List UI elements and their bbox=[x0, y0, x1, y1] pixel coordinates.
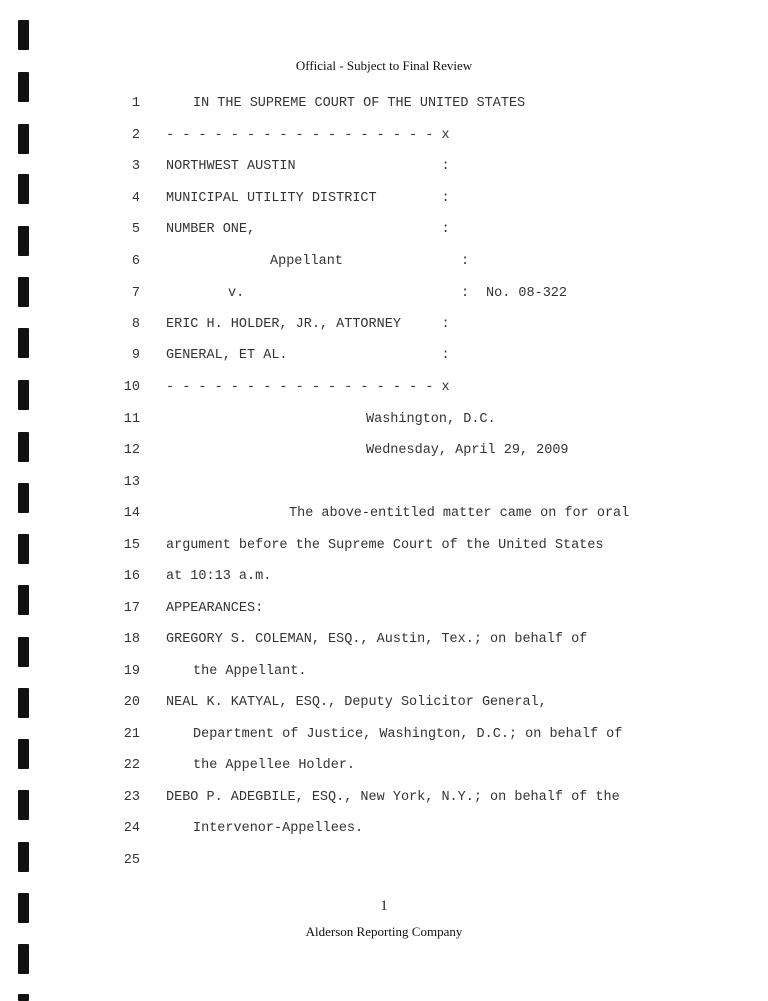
punch-mark bbox=[18, 688, 29, 718]
line-text: NEAL K. KATYAL, ESQ., Deputy Solicitor General, bbox=[166, 695, 547, 710]
punch-mark bbox=[18, 328, 29, 358]
page-number: 1 bbox=[380, 898, 388, 914]
line-text: DEBO P. ADEGBILE, ESQ., New York, N.Y.; on behalf of the bbox=[166, 790, 620, 805]
line-number: 25 bbox=[123, 853, 140, 868]
line-text: APPEARANCES: bbox=[166, 601, 264, 616]
line-text: GREGORY S. COLEMAN, ESQ., Austin, Tex.; on behalf of bbox=[166, 632, 588, 647]
punch-mark bbox=[18, 790, 29, 820]
punch-mark bbox=[18, 277, 29, 307]
line-text: MUNICIPAL UTILITY DISTRICT : bbox=[166, 191, 450, 206]
punch-mark bbox=[18, 585, 29, 615]
line-text: GENERAL, ET AL. : bbox=[166, 348, 450, 363]
line-text: argument before the Supreme Court of the United States bbox=[166, 538, 604, 553]
line-text: Wednesday, April 29, 2009 bbox=[366, 443, 569, 458]
line-colon: : bbox=[461, 286, 470, 301]
line-number: 19 bbox=[123, 664, 140, 679]
line-number: 22 bbox=[123, 758, 140, 773]
punch-mark bbox=[18, 20, 29, 50]
line-text: NUMBER ONE, : bbox=[166, 222, 450, 237]
line-number: 13 bbox=[123, 475, 140, 490]
line-number: 24 bbox=[123, 821, 140, 836]
line-number: 7 bbox=[131, 286, 140, 301]
line-number: 9 bbox=[131, 348, 140, 363]
page-footer: Alderson Reporting Company bbox=[305, 924, 463, 939]
line-number: 11 bbox=[123, 412, 140, 427]
punch-mark bbox=[18, 72, 29, 102]
line-text: the Appellee Holder. bbox=[193, 758, 356, 773]
punch-mark bbox=[18, 483, 29, 513]
line-number: 15 bbox=[123, 538, 140, 553]
line-number: 6 bbox=[131, 254, 140, 269]
punch-mark bbox=[18, 534, 29, 564]
punch-mark bbox=[18, 124, 29, 154]
line-text: The above-entitled matter came on for oral bbox=[289, 506, 630, 521]
line-text: at 10:13 a.m. bbox=[166, 569, 272, 584]
punch-mark bbox=[18, 432, 29, 462]
line-number: 10 bbox=[123, 380, 140, 395]
punch-mark bbox=[18, 842, 29, 872]
line-text: - - - - - - - - - - - - - - - - - x bbox=[166, 128, 450, 143]
line-number: 16 bbox=[123, 569, 140, 584]
punch-mark bbox=[18, 380, 29, 410]
line-number: 3 bbox=[131, 159, 140, 174]
punch-mark bbox=[18, 226, 29, 256]
line-number: 21 bbox=[123, 727, 140, 742]
line-number: 2 bbox=[131, 128, 140, 143]
line-text: IN THE SUPREME COURT OF THE UNITED STATES bbox=[193, 96, 526, 111]
line-text: ERIC H. HOLDER, JR., ATTORNEY : bbox=[166, 317, 450, 332]
line-text: v. bbox=[228, 286, 245, 301]
line-number: 20 bbox=[123, 695, 140, 710]
line-text: NORTHWEST AUSTIN : bbox=[166, 159, 450, 174]
punch-mark bbox=[18, 994, 29, 1001]
line-number: 4 bbox=[131, 191, 140, 206]
line-text: - - - - - - - - - - - - - - - - - x bbox=[166, 380, 450, 395]
line-number: 18 bbox=[123, 632, 140, 647]
line-number: 23 bbox=[123, 790, 140, 805]
line-text: the Appellant. bbox=[193, 664, 307, 679]
line-text: Department of Justice, Washington, D.C.; on behalf of bbox=[193, 727, 623, 742]
line-number: 17 bbox=[123, 601, 140, 616]
page-header: Official - Subject to Final Review bbox=[295, 58, 473, 73]
line-number: 1 bbox=[131, 96, 140, 111]
line-number: 5 bbox=[131, 222, 140, 237]
line-number: 12 bbox=[123, 443, 140, 458]
punch-mark bbox=[18, 944, 29, 974]
line-text: Washington, D.C. bbox=[366, 412, 496, 427]
line-text: Intervenor-Appellees. bbox=[193, 821, 364, 836]
line-text: Appellant bbox=[270, 254, 343, 269]
line-colon: : bbox=[461, 254, 470, 269]
punch-mark bbox=[18, 739, 29, 769]
case-number: No. 08-322 bbox=[486, 286, 568, 301]
line-number: 8 bbox=[131, 317, 140, 332]
line-number: 14 bbox=[123, 506, 140, 521]
punch-mark bbox=[18, 174, 29, 204]
punch-mark bbox=[18, 637, 29, 667]
